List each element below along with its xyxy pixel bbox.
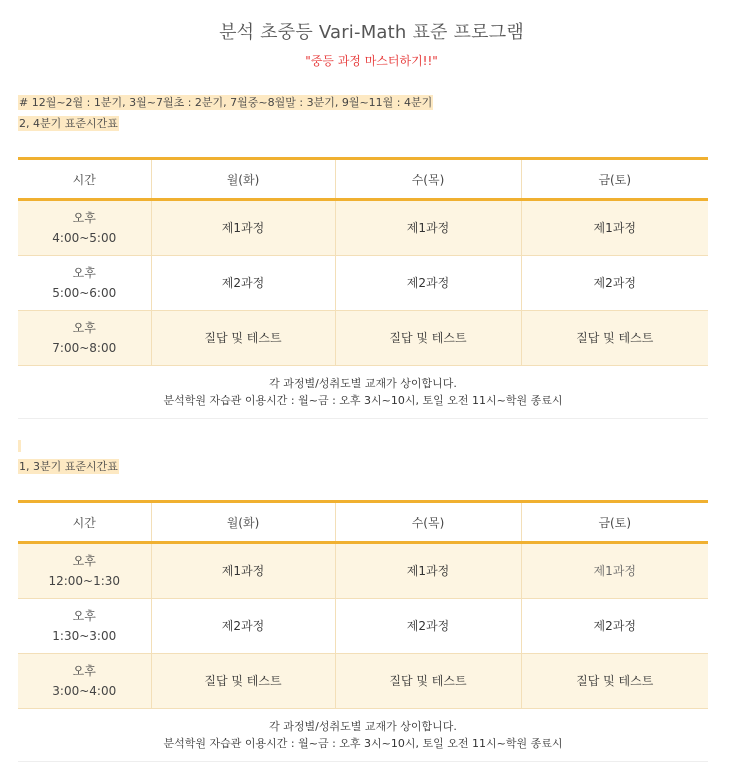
wed-cell: 제1과정	[335, 543, 521, 599]
time-cell: 오후 4:00~5:00	[18, 200, 151, 256]
header-wed: 수(목)	[335, 159, 521, 200]
table-row	[18, 200, 708, 256]
table-note-row	[18, 709, 708, 762]
mon-cell: 제1과정	[151, 543, 335, 599]
header-time: 시간	[18, 502, 151, 543]
mon-cell: 제1과정	[151, 200, 335, 256]
time-cell: 오후 1:30~3:00	[18, 599, 151, 654]
fri-cell: 제1과정	[521, 543, 708, 599]
schedule-table-q24	[18, 157, 708, 419]
time-cell: 오후 7:00~8:00	[18, 311, 151, 366]
table-row	[18, 543, 708, 599]
page-title: 분석 초중등 Vari-Math 표준 프로그램	[219, 22, 524, 43]
section-marker	[18, 440, 21, 452]
table-row	[18, 599, 708, 654]
table-row	[18, 311, 708, 366]
fri-cell: 질답 및 테스트	[521, 654, 708, 709]
mon-cell: 질답 및 테스트	[151, 311, 335, 366]
fri-cell: 제2과정	[521, 599, 708, 654]
header-fri: 금(토)	[521, 159, 708, 200]
table-header-row	[18, 502, 708, 543]
time-cell: 오후 12:00~1:30	[18, 543, 151, 599]
header-fri: 금(토)	[521, 502, 708, 543]
table-row	[18, 256, 708, 311]
fri-cell: 제1과정	[521, 200, 708, 256]
table-note: 각 과정별/성취도별 교재가 상이합니다. 분석학원 자습관 이용시간 : 월~금 : 오후 3시~10시, 토일 오전 11시~학원 종료시	[18, 709, 708, 762]
mon-cell: 제2과정	[151, 256, 335, 311]
page-subtitle: "중등 과정 마스터하기!!"	[305, 54, 438, 68]
header-wed: 수(목)	[335, 502, 521, 543]
fri-cell: 제2과정	[521, 256, 708, 311]
time-cell: 오후 3:00~4:00	[18, 654, 151, 709]
fri-cell: 질답 및 테스트	[521, 311, 708, 366]
section2-heading: 1, 3분기 표준시간표	[19, 460, 118, 473]
mon-cell: 질답 및 테스트	[151, 654, 335, 709]
table-note-row	[18, 366, 708, 419]
mon-cell: 제2과정	[151, 599, 335, 654]
table-row	[18, 654, 708, 709]
section1-heading: 2, 4분기 표준시간표	[19, 117, 118, 130]
time-cell: 오후 5:00~6:00	[18, 256, 151, 311]
header-time: 시간	[18, 159, 151, 200]
header-mon: 월(화)	[151, 502, 335, 543]
header-mon: 월(화)	[151, 159, 335, 200]
wed-cell: 질답 및 테스트	[335, 654, 521, 709]
quarter-info: # 12월~2월 : 1분기, 3월~7월초 : 2분기, 7월중~8월말 : 3분기, 9월~11월 : 4분기	[19, 96, 433, 109]
table-header-row	[18, 159, 708, 200]
wed-cell: 제2과정	[335, 599, 521, 654]
wed-cell: 제1과정	[335, 200, 521, 256]
wed-cell: 질답 및 테스트	[335, 311, 521, 366]
table-note: 각 과정별/성취도별 교재가 상이합니다. 분석학원 자습관 이용시간 : 월~금 : 오후 3시~10시, 토일 오전 11시~학원 종료시	[18, 366, 708, 419]
wed-cell: 제2과정	[335, 256, 521, 311]
schedule-table-q13	[18, 500, 708, 762]
